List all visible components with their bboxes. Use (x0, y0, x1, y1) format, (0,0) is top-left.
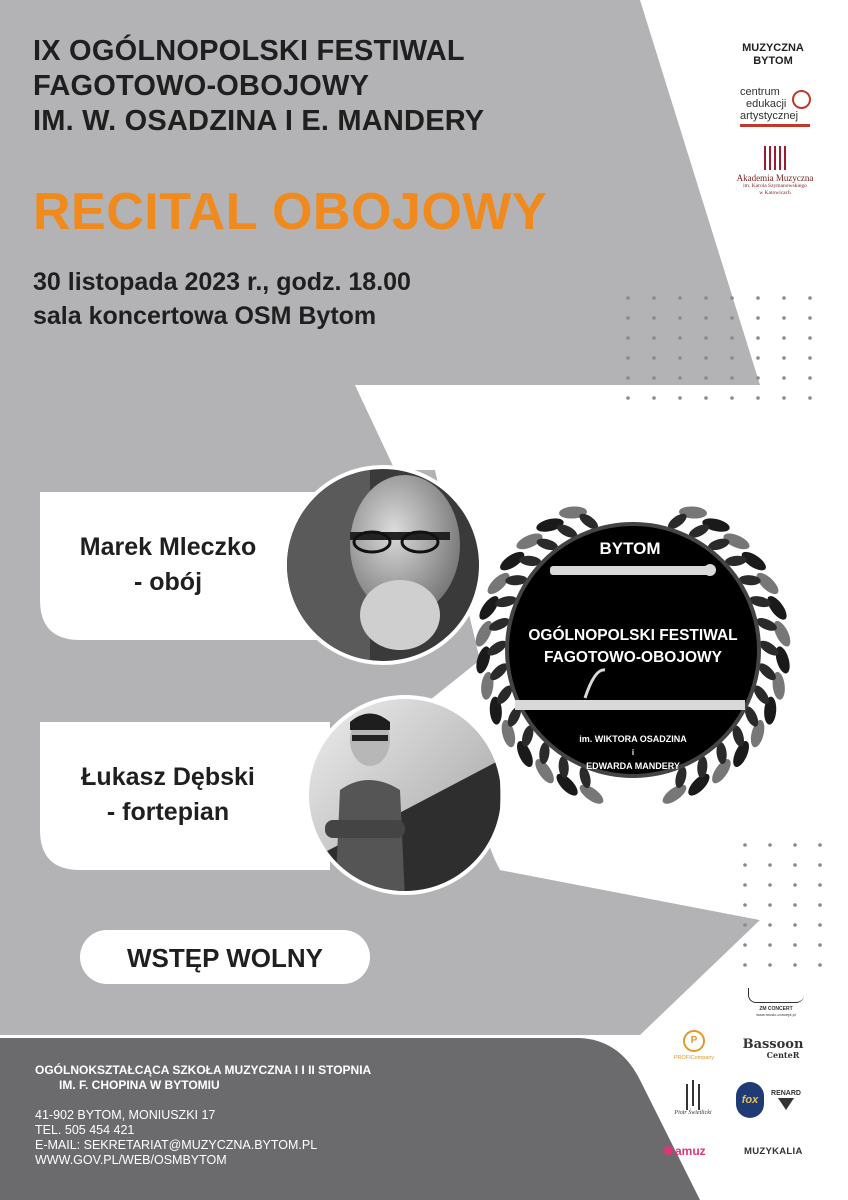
sponsor-profi-company (668, 1030, 720, 1061)
bassoon-icon (515, 700, 745, 710)
oboe-icon (550, 566, 710, 575)
akademia-line-3: w Katowicach (759, 190, 791, 196)
logo-cea-line-3: artystycznej (740, 110, 799, 122)
festival-emblem (455, 478, 815, 828)
logo-muzyczna-bytom (742, 42, 804, 68)
zm-concert-url: www.music-concept.pl (756, 1012, 796, 1017)
event-details (33, 265, 411, 333)
event-venue: sala koncertowa OSM Bytom (33, 302, 377, 330)
event-type-heading: RECITAL OBOJOWY (33, 183, 548, 241)
emblem-patron-2: EDWARDA MANDERY (586, 761, 680, 771)
contact-address: 41-902 BYTOM, MONIUSZKI 17 (35, 1108, 216, 1122)
laurel-leaf (577, 781, 607, 807)
performer-2-name: Łukasz Dębski (81, 763, 255, 791)
emblem-city: BYTOM (599, 539, 661, 558)
contact-info (35, 1108, 317, 1168)
performer-1 (40, 530, 296, 600)
performer-1-name: Marek Mleczko (79, 533, 257, 561)
sponsor-amuz (664, 1144, 728, 1158)
festival-title (33, 34, 484, 139)
contact-email[interactable]: E-MAIL: SEKRETARIAT@MUZYCZNA.BYTOM.PL (35, 1138, 318, 1152)
sponsor-zm-concert (748, 988, 804, 1017)
school-name-line-2: IM. F. CHOPINA W BYTOMIU (59, 1078, 220, 1092)
school-info (35, 1063, 371, 1093)
sponsor-renard (768, 1090, 804, 1110)
sponsor-bassoon-center (738, 1038, 808, 1060)
laurel-leaf (660, 781, 690, 807)
amuz-name: amuz (675, 1144, 706, 1158)
laurel-leaf (771, 618, 794, 648)
emblem-conj: i (631, 748, 635, 757)
bassoon-line-1: Bassoon (742, 1037, 804, 1052)
laurel-leaf (476, 593, 502, 623)
performer-2-role: - fortepian (106, 798, 230, 826)
profi-logo-icon: P (683, 1030, 705, 1052)
emblem-line-1: OGÓLNOPOLSKI FESTIWAL (528, 627, 738, 644)
emblem-line-2: FAGOTOWO-OBOJOWY (544, 649, 722, 666)
contact-phone: TEL. 505 454 421 (35, 1123, 135, 1137)
zm-concert-name: ZM CONCERT (759, 1006, 793, 1012)
sponsor-muzykalia (744, 1146, 803, 1157)
festival-title-line-3: IM. W. OSADZINA I E. MANDERY (33, 105, 485, 137)
amuz-icon (664, 1146, 673, 1155)
sponsor-fox: fox (736, 1082, 764, 1118)
logo-muzyczna-line-1: MUZYCZNA (742, 42, 804, 54)
festival-title-line-1: IX OGÓLNOPOLSKI FESTIWAL (33, 35, 465, 67)
school-name-line-1: OGÓLNOKSZTAŁCĄCA SZKOŁA MUZYCZNA I I II STOPNIA (35, 1063, 372, 1077)
akademia-emblem-icon (764, 146, 786, 170)
zm-concert-oboe-icon (748, 988, 804, 1003)
emblem-patron-1: im. WIKTORA OSADZINA (579, 734, 687, 744)
profi-name: PROFICompany (673, 1055, 715, 1061)
free-entry-badge: WSTĘP WOLNY (80, 930, 370, 984)
renard-fox-icon (778, 1098, 794, 1110)
muzykalia-name: MUZYKALIA (744, 1146, 803, 1157)
logo-cea-underline (740, 124, 810, 127)
piotr-logo-icon (692, 1080, 694, 1106)
logo-muzyczna-line-2: BYTOM (753, 55, 793, 67)
festival-title-line-2: FAGOTOWO-OBOJOWY (33, 70, 370, 102)
laurel-leaf (764, 593, 790, 623)
logo-akademia-muzyczna (732, 146, 818, 197)
logo-centrum-edukacji (740, 86, 810, 127)
logo-cea-circle-icon (792, 90, 811, 109)
logo-cea-line-2: edukacji (746, 98, 787, 110)
bassoon-line-2: CenteR (766, 1050, 800, 1060)
sponsor-piotr-swietlicki (665, 1080, 721, 1116)
piotr-name: Piotr Świetlicki (674, 1110, 712, 1116)
performer-2 (40, 760, 296, 830)
akademia-line-1: Akademia Muzyczna (736, 173, 814, 183)
logo-cea-line-1: centrum (740, 86, 780, 98)
contact-website[interactable]: WWW.GOV.PL/WEB/OSMBYTOM (35, 1153, 227, 1167)
event-date: 30 listopada 2023 r., godz. 18.00 (33, 268, 411, 296)
renard-name: RENARD (771, 1090, 801, 1097)
akademia-line-2: im. Karola Szymanowskiego (743, 183, 807, 189)
laurel-leaf (472, 618, 495, 648)
performer-1-role: - obój (133, 568, 203, 596)
